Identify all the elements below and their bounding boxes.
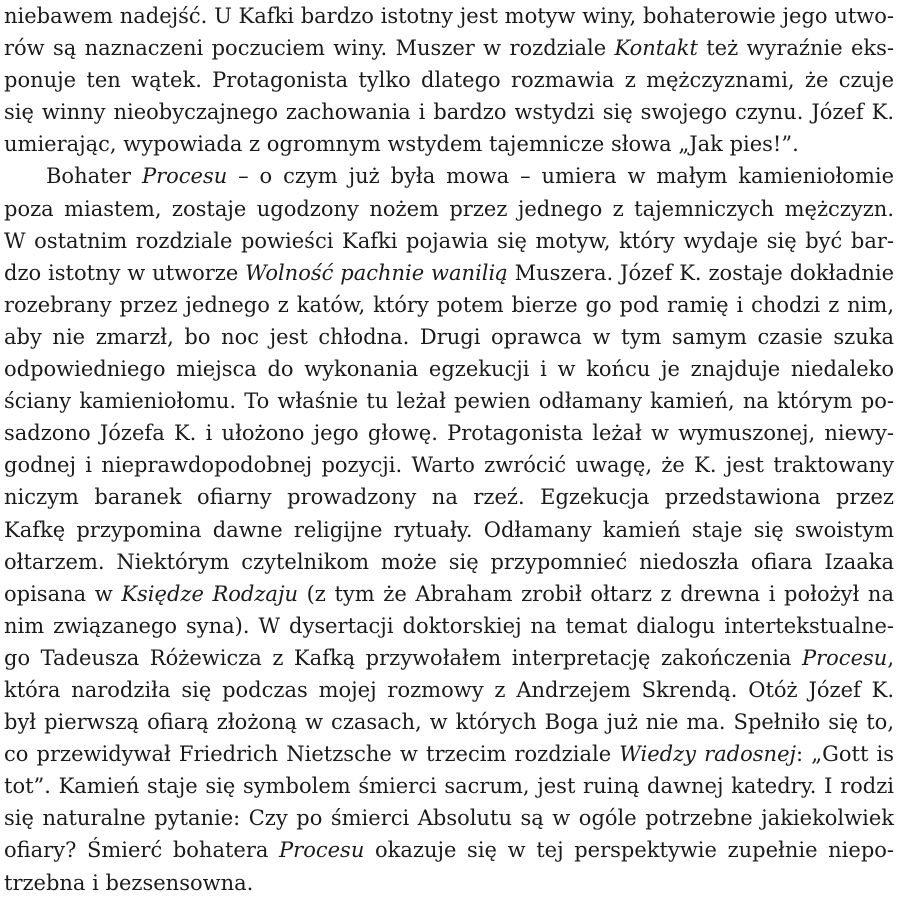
text-segment: rozebrany przez jednego z katów, który potem bierze go pod ramię i chodzi z nim,: [4, 292, 894, 317]
text-segment: opisana w: [4, 581, 122, 606]
text-line: [4, 385, 894, 417]
text-line: [4, 546, 894, 578]
text-segment: się naturalne pytanie: Czy po śmierci Absolutu są w ogóle potrzebne jakiekolwiek: [4, 806, 894, 831]
text-segment: – o czym już była mowa – umiera w małym kamieniołomie: [227, 164, 895, 189]
italic-title: Księdze Rodzaju: [121, 581, 298, 606]
text-segment: ściany kamieniołomu. To właśnie tu leżał pewien odłamany kamień, na którym po-: [4, 389, 894, 414]
text-segment: : „Gott is: [796, 742, 895, 767]
italic-title: Wiedzy radosnej: [619, 742, 797, 767]
text-line: [4, 867, 894, 899]
text-line: [4, 32, 894, 64]
italic-title: Procesu: [802, 645, 888, 670]
text-segment: ołtarzem. Niektórym czytelnikom może się przypomnieć niedoszła ofiara Izaaka: [4, 549, 894, 574]
text-line: [4, 225, 894, 257]
text-segment: W ostatnim rozdziale powieści Kafki pojawia się motyw, który wydaje się być bar-: [4, 228, 894, 253]
text-line: [4, 160, 894, 192]
text-line: [4, 353, 894, 385]
body-text: [4, 0, 894, 899]
text-segment: był pierwszą ofiarą złożoną w czasach, w których Boga już nie ma. Spełniło się to,: [4, 710, 894, 735]
text-segment: sadzono Józefa K. i ułożono jego głowę. Protagonista leżał w wymuszonej, niewy-: [4, 421, 894, 446]
text-segment: się winny nieobyczajnego zachowania i bardzo wstydzi się swojego czynu. Józef K.: [4, 100, 894, 125]
text-segment: co przewidywał Friedrich Nietzsche w trzecim rozdziale: [4, 742, 620, 767]
text-line: [4, 321, 894, 353]
text-line: [4, 674, 894, 706]
text-line: [4, 96, 894, 128]
text-line: [4, 193, 894, 225]
text-segment: okazuje się w tej perspektywie zupełnie niepo-: [364, 838, 894, 863]
text-line: [4, 770, 894, 802]
text-line: [4, 802, 894, 834]
text-line: [4, 257, 894, 289]
text-segment: odpowiedniego miejsca do wykonania egzekucji i w końcu je znajduje niedaleko: [4, 357, 894, 382]
text-segment: ponuje ten wątek. Protagonista tylko dlatego rozmawia z mężczyznami, że czuje: [4, 68, 894, 93]
text-segment: trzebna i bezsensowna.: [4, 870, 254, 895]
text-line: [4, 578, 894, 610]
text-segment: tot”. Kamień staje się symbolem śmierci sacrum, jest ruiną dawnej katedry. I rodzi: [4, 774, 894, 799]
italic-title: Procesu: [141, 164, 228, 189]
text-segment: dzo istotny w utworze: [4, 260, 246, 285]
text-line: [4, 289, 894, 321]
text-segment: która narodziła się podczas mojej rozmowy z Andrzejem Skrendą. Otóż Józef K.: [4, 677, 894, 702]
text-line: [4, 834, 894, 866]
text-segment: godnej i nieprawdopodobnej pozycji. Warto zwrócić uwagę, że K. jest traktowany: [4, 453, 894, 478]
text-line: [4, 514, 894, 546]
text-segment: niczym baranek ofiarny prowadzony na rzeź. Egzekucja przedstawiona przez: [4, 485, 894, 510]
text-segment: też wyraźnie eks-: [697, 36, 894, 61]
text-segment: nim związanego syna). W dysertacji doktorskiej na temat dialogu intertekstualne-: [4, 613, 894, 638]
text-segment: poza miastem, zostaje ugodzony nożem przez jednego z tajemniczych mężczyzn.: [4, 196, 894, 221]
text-line: [4, 642, 894, 674]
text-line: [4, 738, 894, 770]
text-line: [4, 417, 894, 449]
text-segment: Kafkę przypomina dawne religijne rytuały. Odłamany kamień staje się swoistym: [4, 517, 894, 542]
text-line: [4, 706, 894, 738]
italic-title: Procesu: [279, 838, 365, 863]
text-segment: Muszera. Józef K. zostaje dokładnie: [507, 260, 894, 285]
text-line: [4, 449, 894, 481]
text-line: [4, 481, 894, 513]
text-segment: Bohater: [46, 164, 142, 189]
text-segment: umierając, wypowiada z ogromnym wstydem tajemnicze słowa „Jak pies!”.: [4, 132, 799, 157]
text-segment: niebawem nadejść. U Kafki bardzo istotny jest motyw winy, bohaterowie jego utwo-: [4, 4, 894, 28]
italic-title: Kontakt: [614, 36, 698, 61]
text-segment: ,: [887, 645, 894, 670]
text-line: [4, 64, 894, 96]
text-segment: go Tadeusza Różewicza z Kafką przywołałem interpretację zakończenia: [4, 645, 802, 670]
text-line: [4, 0, 894, 32]
text-line: [4, 610, 894, 642]
text-segment: aby nie zmarzł, bo noc jest chłodna. Drugi oprawca w tym samym czasie szuka: [4, 324, 894, 349]
text-line: [4, 128, 894, 160]
text-segment: rów są naznaczeni poczuciem winy. Muszer w rozdziale: [4, 36, 615, 61]
text-segment: ofiary? Śmierć bohatera: [4, 838, 280, 863]
text-segment: (z tym że Abraham zrobił ołtarz z drewna i położył na: [298, 581, 894, 606]
italic-title: Wolność pachnie wanilią: [245, 260, 508, 285]
